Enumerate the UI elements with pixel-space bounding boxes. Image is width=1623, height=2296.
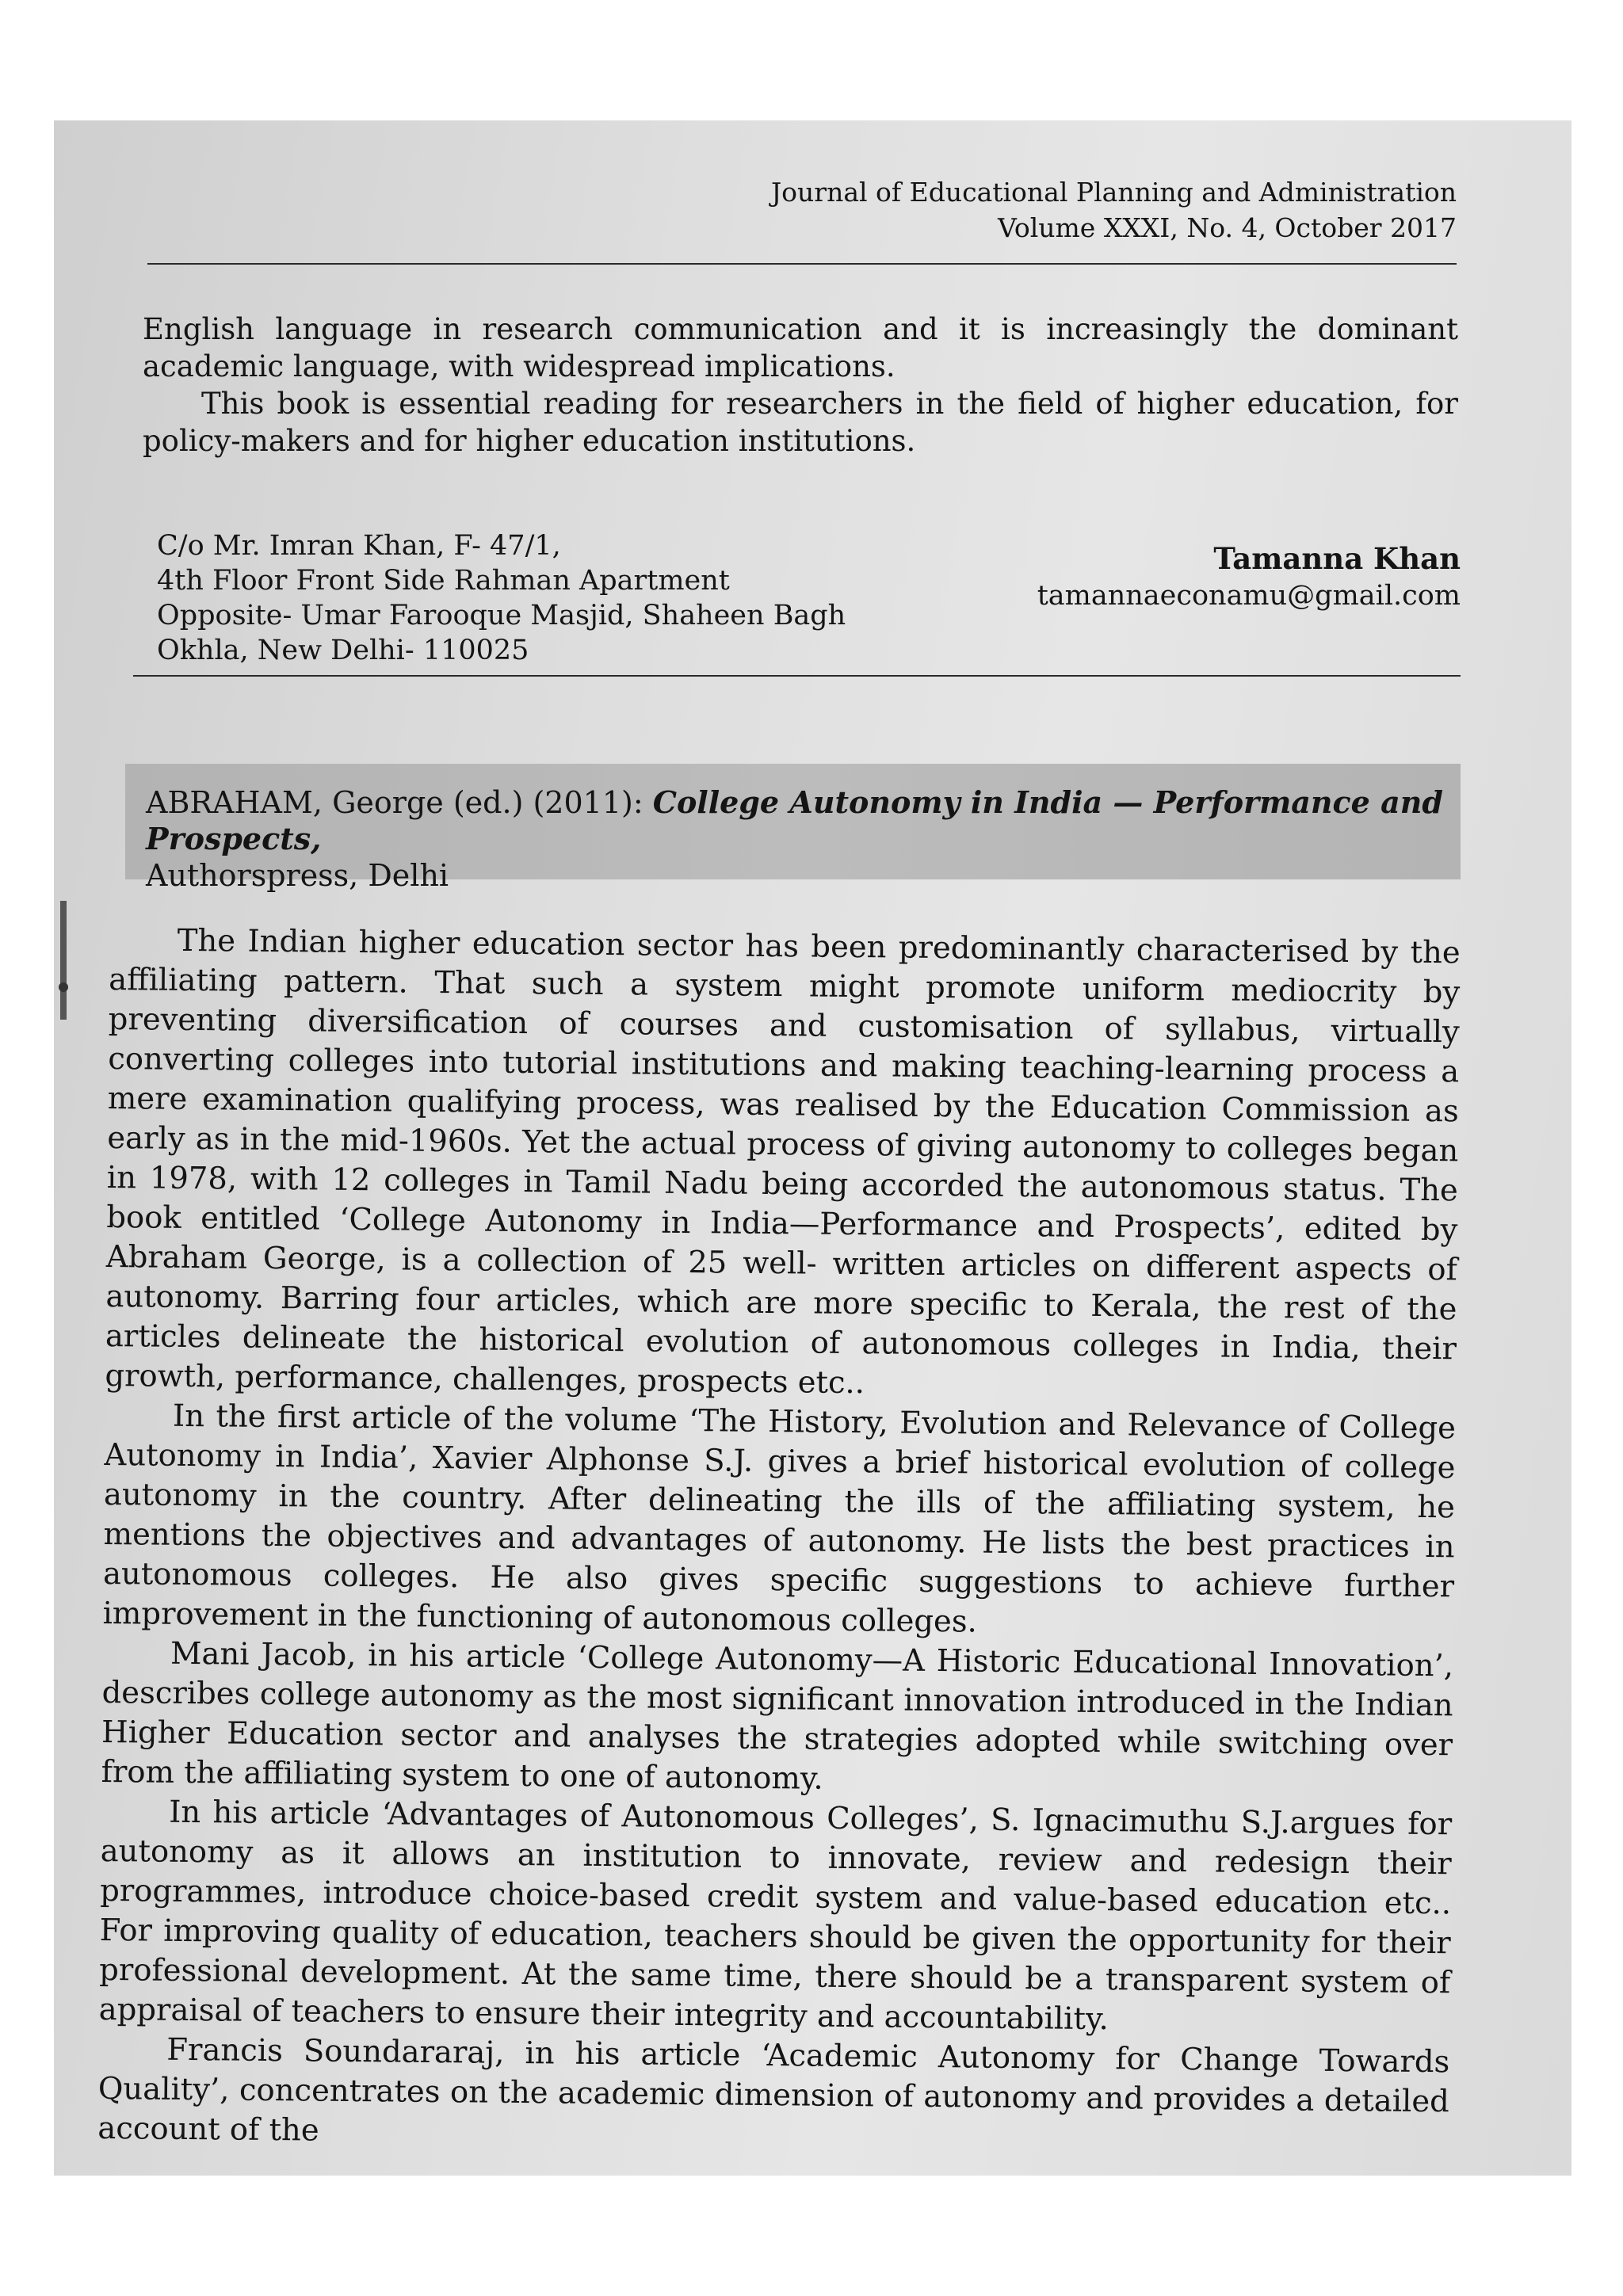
body-paragraph: In the first article of the volume ‘The History, Evolution and Relevance of College Autonomy in India’, Xavier Alphonse S.J. gives a brief historical evolution of college autonomy in the country. After delineating the ills of the affiliating system, he mentions the objectives and advantages of autonomy. He lists the best practices in autonomous colleges. He also gives specific suggestions to achieve further improvement in the functioning of autonomous colleges. — [102, 1398, 1457, 1640]
citation-author: ABRAHAM, George (ed.) (2011): — [146, 785, 653, 820]
margin-pen-mark — [60, 901, 67, 1020]
address-line: Opposite- Umar Farooque Masjid, Shaheen Bagh — [157, 600, 846, 631]
journal-issue: Volume XXXI, No. 4, October 2017 — [998, 212, 1457, 243]
address-line: Okhla, New Delhi- 110025 — [157, 635, 529, 666]
journal-page — [54, 120, 1571, 2176]
previous-review-paragraph: English language in research communication and it is increasingly the dominant academic language, with widespread implications. — [143, 312, 1458, 383]
citation-title: College Autonomy in India — Performance and Prospects, — [146, 784, 1443, 856]
header-rule — [147, 263, 1457, 265]
previous-review-paragraph: This book is essential reading for researchers in the field of higher education, for policy-makers and for higher education institutions. — [143, 387, 1458, 458]
reviewer-name: Tamanna Khan — [1213, 541, 1461, 576]
body-paragraph: The Indian higher education sector has been predominantly characterised by the affiliating pattern. That such a system might promote uniform mediocrity by preventing diversification of courses and customisation of syllabus, virtually converting colleges into tutorial institutions and making teaching-learning process a mere examination qualifying process, was realised by the Education Commission as early as in the mid-1960s. Yet the actual process of giving autonomy to colleges began in 1978, with 12 colleges in Tamil Nadu being accorded the autonomous status. The book entitled ‘College Autonomy in India—Performance and Prospects’, edited by Abraham George, is a collection of 25 well- written articles on different aspects of autonomy. Barring four articles, which are more specific to Kerala, the rest of the articles delineate the historical evolution of autonomous colleges in India, their growth, performance, challenges, prospects etc.. — [105, 922, 1461, 1402]
book-citation — [146, 784, 1461, 894]
book-citation-bar — [125, 764, 1461, 893]
review-body — [97, 921, 1461, 2161]
journal-title: Journal of Educational Planning and Administration — [770, 177, 1457, 208]
running-header — [771, 174, 1457, 246]
citation-publisher: Authorspress, Delhi — [146, 858, 449, 893]
body-paragraph: Mani Jacob, in his article ‘College Autonomy—A Historic Educational Innovation’, describes college autonomy as the most significant innovation introduced in the Indian Higher Education sector and analyses the strategies adopted while switching over from the affiliating system to one of autonomy. — [101, 1635, 1454, 1797]
reviewer-email: tamannaeconamu@gmail.com — [1037, 580, 1461, 612]
reviewer-signature — [1037, 540, 1461, 615]
margin-dot — [59, 982, 68, 992]
reviewer-address — [157, 528, 846, 668]
address-line: C/o Mr. Imran Khan, F- 47/1, — [157, 530, 561, 562]
body-paragraph: In his article ‘Advantages of Autonomous Colleges’, S. Ignacimuthu S.J.argues for autonomy as it allows an institution to innovate, review and redesign their programmes, introduce choice-based credit system and value-based education etc.. For improving quality of education, teachers should be given the opportunity for their professional development. At the same time, there should be a transparent system of appraisal of teachers to ensure their integrity and accountability. — [98, 1794, 1453, 2038]
section-separator-rule — [133, 675, 1461, 677]
body-paragraph: Francis Soundararaj, in his article ‘Academic Autonomy for Change Towards Quality’, concentrates on the academic dimension of autonomy and provides a detailed account of the — [97, 2031, 1450, 2149]
previous-review-ending — [143, 311, 1458, 460]
address-line: 4th Floor Front Side Rahman Apartment — [157, 565, 730, 597]
